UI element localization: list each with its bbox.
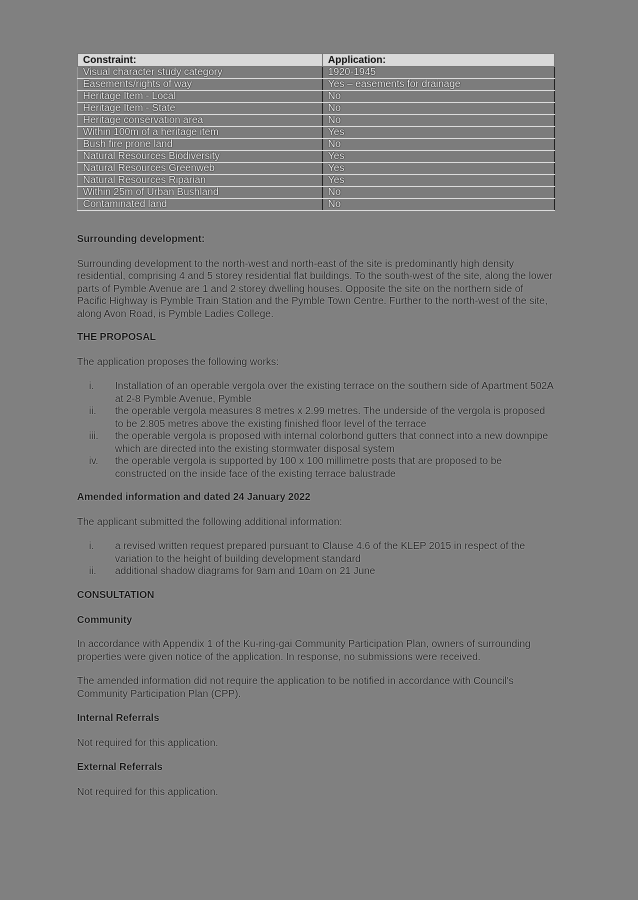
list-number: i. xyxy=(89,381,94,392)
proposal-intro: The application proposes the following works: xyxy=(77,356,279,368)
amended-notification-text: The amended information did not require the application to be notified in accordance with Council's Community Participation Plan (CPP). xyxy=(77,676,514,700)
table-header-row xyxy=(78,54,555,67)
list-item xyxy=(77,566,555,579)
constraint-cell: Visual character study category xyxy=(78,67,323,79)
external-referrals-heading: External Referrals xyxy=(77,762,163,773)
application-cell: No xyxy=(323,139,555,151)
internal-referrals-heading: Internal Referrals xyxy=(77,713,160,724)
list-text: a revised written request prepared pursuant to Clause 4.6 of the KLEP 2015 in respect of the variation to the height of building development standard xyxy=(115,541,526,565)
table-row xyxy=(78,115,555,127)
list-text: additional shadow diagrams for 9am and 10am on 21 June xyxy=(115,566,376,577)
list-text: Installation of an operable vergola over the existing terrace on the southern side of Apartment 502A at 2-8 Pymble Avenue, Pymble xyxy=(115,381,554,405)
community-text: In accordance with Appendix 1 of the Ku-ring-gai Community Participation Plan, owners of surrounding properties were given notice of the application. In response, no submissions were received. xyxy=(77,639,531,663)
surrounding-heading: Surrounding development: xyxy=(77,234,205,245)
list-number: ii. xyxy=(89,566,97,577)
amended-list xyxy=(77,541,555,579)
constraint-cell: Easements/rights of way xyxy=(78,79,323,91)
table-row xyxy=(78,139,555,151)
external-referrals-text: Not required for this application. xyxy=(77,786,219,798)
constraint-cell: Heritage Item - Local xyxy=(78,91,323,103)
list-item xyxy=(77,381,555,406)
application-cell: No xyxy=(323,115,555,127)
application-cell: No xyxy=(323,103,555,115)
header-constraint: Constraint: xyxy=(78,54,323,67)
list-text: the operable vergola is proposed with internal colorbond gutters that connect into a new downpipe which are directed into the existing stormwater disposal system xyxy=(115,431,549,455)
list-number: iv. xyxy=(89,456,99,467)
table-row xyxy=(78,79,555,91)
constraint-cell: Natural Resources Riparian xyxy=(78,175,323,187)
amended-intro: The applicant submitted the following additional information: xyxy=(77,516,343,528)
application-cell: No xyxy=(323,91,555,103)
table-row xyxy=(78,175,555,187)
table-row xyxy=(78,127,555,139)
surrounding-text: Surrounding development to the north-west and north-east of the site is predominantly high density residential, comprising 4 and 5 storey residential flat buildings. To the south-west of the site, along the lower parts of Pymble Avenue are 1 and 2 storey dwelling houses. Opposite the site on the northern side of Pacific Highway is Pymble Train Station and the Pymble Town Centre. Further to the north-west of the site, along Avon Road, is Pymble Ladies College. xyxy=(77,258,553,320)
table-row xyxy=(78,91,555,103)
table-row xyxy=(78,199,555,211)
list-number: iii. xyxy=(89,431,99,442)
list-number: ii. xyxy=(89,406,97,417)
application-cell: Yes xyxy=(323,151,555,163)
list-item xyxy=(77,406,555,431)
header-application: Application: xyxy=(323,54,555,67)
constraint-cell: Heritage conservation area xyxy=(78,115,323,127)
constraint-cell: Contaminated land xyxy=(78,199,323,211)
list-item xyxy=(77,456,555,481)
table-row xyxy=(78,163,555,175)
constraint-cell: Bush fire prone land xyxy=(78,139,323,151)
amended-heading: Amended information and dated 24 January 2022 xyxy=(77,492,311,503)
constraint-cell: Within 25m of Urban Bushland xyxy=(78,187,323,199)
application-cell: Yes xyxy=(323,175,555,187)
constraint-cell: Natural Resources Biodiversity xyxy=(78,151,323,163)
list-number: i. xyxy=(89,541,94,552)
consultation-section xyxy=(77,590,555,799)
proposal-heading: THE PROPOSAL xyxy=(77,332,156,343)
internal-referrals-text: Not required for this application. xyxy=(77,737,219,749)
constraint-cell: Within 100m of a heritage item xyxy=(78,127,323,139)
table-row xyxy=(78,103,555,115)
list-item xyxy=(77,541,555,566)
application-cell: No xyxy=(323,199,555,211)
list-text: the operable vergola measures 8 metres x 2.99 metres. The underside of the vergola is proposed to be 2.805 metres above the existing finished floor level of the terrace xyxy=(115,406,546,430)
table-row xyxy=(78,187,555,199)
constraint-cell: Heritage Item - State xyxy=(78,103,323,115)
community-heading: Community xyxy=(77,614,132,626)
application-cell: No xyxy=(323,187,555,199)
table-row xyxy=(78,151,555,163)
table-row xyxy=(78,67,555,79)
proposal-list xyxy=(77,381,555,481)
constraints-table xyxy=(77,53,555,211)
consultation-heading: CONSULTATION xyxy=(77,590,155,601)
constraint-cell: Natural Resources Greenweb xyxy=(78,163,323,175)
proposal-section xyxy=(77,332,555,481)
list-text: the operable vergola is supported by 100 x 100 millimetre posts that are proposed to be constructed on the inside face of the existing terrace balustrade xyxy=(115,456,502,480)
application-cell: Yes xyxy=(323,163,555,175)
list-item xyxy=(77,431,555,456)
amended-section xyxy=(77,492,555,579)
document-page xyxy=(77,53,555,798)
surrounding-section xyxy=(77,234,555,321)
application-cell: 1920-1945 xyxy=(323,67,555,79)
application-cell: Yes – easements for drainage xyxy=(323,79,555,91)
application-cell: Yes xyxy=(323,127,555,139)
